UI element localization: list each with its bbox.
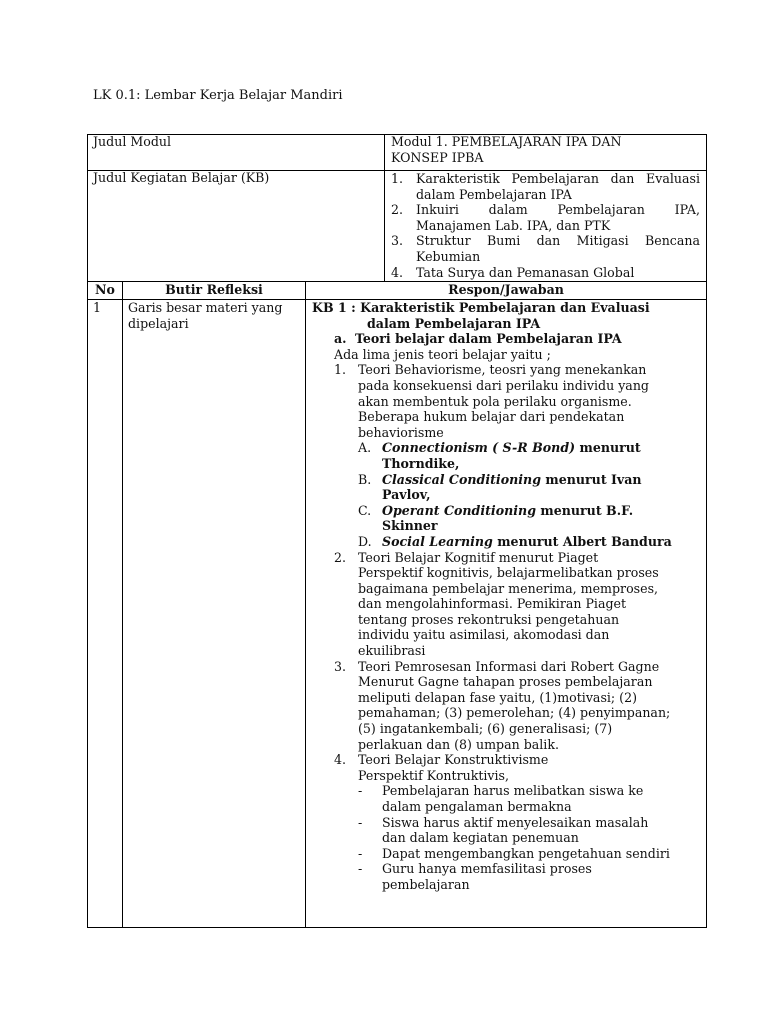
kb-item: 2. Inkuiri dalam Pembelajaran IPA, Manajamen Lab. IPA, dan PTK	[391, 202, 700, 233]
kb-list	[391, 171, 700, 280]
kb-item: 1. Karakteristik Pembelajaran dan Evaluasi dalam Pembelajaran IPA	[391, 171, 700, 202]
judul-modul-value: Modul 1. PEMBELAJARAN IPA DAN KONSEP IPBA	[391, 134, 622, 165]
behaviorism-sub: D. Social Learning menurut Albert Bandura	[358, 533, 672, 549]
sub-heading-a: a. Teori belajar dalam Pembelajaran IPA	[334, 331, 622, 347]
row-number: 1	[93, 300, 102, 315]
theory-item: 3. Teori Pemrosesan Informasi dari Robert Gagne Menurut Gagne tahapan proses pembelajaran meliputi delapan fase yaitu, (1)motivasi; (2) pemahaman; (3) pemerolehan; (4) penyimpanan; (5) ingatankembali; (6) generalisasi; (7) perlakuan dan (8) umpan balik.	[334, 658, 671, 752]
col-header-respon: Respon/Jawaban	[448, 282, 564, 297]
col-header-butir: Butir Refleksi	[165, 282, 263, 297]
intro-text: Ada lima jenis teori belajar yaitu ;	[334, 346, 551, 362]
bullet-item: - Pembelajaran harus melibatkan siswa ke dalam pengalaman bermakna	[358, 783, 644, 814]
kb-item: 3. Struktur Bumi dan Mitigasi Bencana Kebumian	[391, 233, 700, 264]
bullet-item: - Siswa harus aktif menyelesaikan masalah dan dalam kegiatan penemuan	[358, 814, 649, 846]
butir-refleksi: Garis besar materi yang dipelajari	[128, 300, 283, 331]
behaviorism-sub: B. Classical Conditioning menurut Ivan Pavlov,	[358, 471, 642, 503]
respon-content	[312, 300, 704, 893]
theory-item: 2. Teori Belajar Kognitif menurut Piaget Perspektif kognitivis, belajarmelibatkan proses bagaimana pembelajar menerima, memproses, dan mengolahinformasi. Pemikiran Piaget tentang proses rekontruksi pengetahuan individu yaitu asimilasi, akomodasi dan ekuilibrasi	[334, 549, 659, 659]
behaviorism-sub: A. Connectionism ( S-R Bond) menurut Thorndike,	[358, 440, 641, 471]
judul-modul-label: Judul Modul	[93, 134, 172, 149]
judul-kb-label: Judul Kegiatan Belajar (KB)	[93, 170, 270, 185]
bullet-item: - Guru hanya memfasilitasi proses pembelajaran	[358, 861, 592, 892]
kb-item: 4. Tata Surya dan Pemanasan Global	[391, 264, 635, 280]
behaviorism-sub: C. Operant Conditioning menurut B.F. Skinner	[358, 502, 634, 534]
kb-heading: KB 1 : Karakteristik Pembelajaran dan Evaluasi dalam Pembelajaran IPA	[312, 300, 650, 331]
theory-item: 4. Teori Belajar Konstruktivisme Perspektif Kontruktivis, - Pembelajaran harus melibatkan siswa ke dalam pengalaman bermakna - Siswa harus aktif menyelesaikan masalah dan dalam kegiatan penemuan - Dapat mengembangkan pengetahuan sendiri - Guru hanya memfasilitasi proses pembelajaran	[334, 752, 704, 892]
document-title: LK 0.1: Lembar Kerja Belajar Mandiri	[93, 88, 343, 103]
bullet-item: - Dapat mengembangkan pengetahuan sendiri	[358, 845, 670, 861]
theory-item: 1. Teori Behaviorisme, teosri yang menekankan pada konsekuensi dari perilaku individu yang akan membentuk pola perilaku organisme. Beberapa hukum belajar dari pendekatan behaviorisme A. Connectionism ( S-R Bond) menurut Thorndike, B. Classical Conditioning menurut Ivan Pavlov, C. Operant Conditioning menurut B.F. Skinner D. Social Learning menurut Albert Bandura	[334, 362, 704, 549]
col-header-no: No	[95, 282, 115, 297]
